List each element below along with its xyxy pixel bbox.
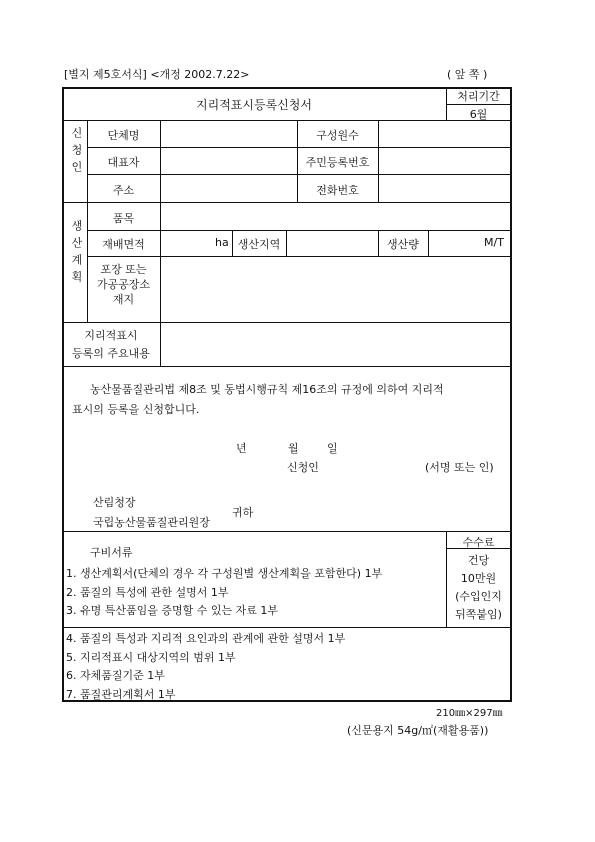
form-number: [별지 제5호서식] <개정 2002.7.22>	[64, 68, 250, 81]
facility-label-line: 포장 또는	[100, 263, 147, 276]
divider	[62, 322, 511, 323]
statement-line: 표시의 등록을 신청합니다.	[72, 403, 200, 416]
fee-line: 뒤쪽붙임)	[455, 608, 502, 621]
fee-label: 수수료	[462, 536, 495, 549]
page-side-label: ( 앞 쪽 )	[447, 68, 488, 81]
members-label: 구성원수	[316, 129, 359, 142]
divider	[87, 147, 511, 148]
address-field[interactable]	[162, 176, 295, 200]
divider	[428, 230, 429, 256]
production-amount-label: 생산량	[387, 238, 419, 251]
main-content-label-line: 지리적표시	[84, 329, 138, 342]
documents-heading: 구비서류	[90, 546, 133, 559]
document-item: 3. 유명 특산품임을 증명할 수 있는 자료 1부	[66, 604, 278, 617]
processing-period-label: 처리기간	[457, 90, 500, 103]
phone-field[interactable]	[380, 176, 508, 200]
facility-label	[87, 262, 160, 307]
fee-line: 건당	[467, 554, 490, 567]
group-name-field[interactable]	[162, 122, 295, 145]
representative-label: 대표자	[107, 156, 140, 169]
document-item: 6. 자체품질기준 1부	[66, 669, 165, 682]
divider	[286, 230, 287, 256]
representative-field[interactable]	[162, 149, 295, 172]
main-content-field[interactable]	[162, 324, 508, 364]
paper-size: 210㎜×297㎜	[436, 708, 503, 719]
production-region-label: 생산지역	[237, 238, 281, 251]
facility-label-line: 재지	[112, 293, 135, 306]
signer-label: 신청인	[287, 461, 319, 474]
divider	[62, 531, 511, 532]
table-border-left	[62, 87, 64, 701]
processing-period-value: 6월	[469, 108, 488, 121]
divider	[378, 120, 379, 202]
item-field[interactable]	[162, 204, 508, 228]
divider	[446, 104, 511, 105]
document-item: 1. 생산계획서(단체의 경우 각 구성원별 생산계획을 포함한다) 1부	[66, 567, 383, 580]
signature-note: (서명 또는 인)	[425, 461, 494, 474]
form-title: 지리적표시등록신청서	[196, 98, 312, 112]
divider	[87, 256, 511, 257]
divider	[62, 627, 511, 628]
addressee-line2: 국립농산물품질관리원장	[93, 516, 210, 529]
document-item: 7. 품질관리계획서 1부	[66, 688, 176, 701]
address-label: 주소	[112, 184, 135, 197]
fee-value	[446, 552, 511, 624]
statement-line: 농산물품질관리법 제8조 및 동법시행규칙 제16조의 규정에 의하여 지리적	[90, 383, 444, 396]
addressee-suffix: 귀하	[232, 506, 254, 519]
item-label: 품목	[112, 212, 135, 225]
resident-number-label: 주민등록번호	[305, 156, 370, 169]
production-section-label: 생산계획	[70, 220, 83, 288]
main-content-label-line: 등록의 주요내용	[72, 347, 150, 360]
group-name-label: 단체명	[107, 129, 140, 142]
resident-number-field[interactable]	[380, 149, 508, 172]
document-item: 4. 품질의 특성과 지리적 요인과의 관계에 관한 설명서 1부	[66, 632, 346, 645]
date-year: 년	[236, 442, 247, 455]
divider	[62, 202, 511, 203]
area-unit: ha	[215, 236, 229, 249]
applicant-section-label: 신청인	[70, 127, 83, 178]
divider	[160, 120, 161, 366]
divider	[62, 366, 511, 367]
facility-label-line: 가공공장소	[96, 278, 151, 291]
addressee-line1: 산림청장	[93, 496, 136, 509]
divider	[62, 120, 511, 121]
table-border-top	[62, 87, 512, 89]
document-item: 2. 품질의 특성에 관한 설명서 1부	[66, 586, 229, 599]
date-month: 월	[288, 442, 299, 455]
phone-label: 전화번호	[316, 184, 359, 197]
members-field[interactable]	[380, 122, 508, 145]
document-item: 5. 지리적표시 대상지역의 범위 1부	[66, 651, 236, 664]
date-day: 일	[327, 442, 338, 455]
fee-line: 10만원	[460, 572, 497, 585]
divider	[87, 230, 511, 231]
cultivation-area-label: 재배면적	[102, 238, 145, 251]
main-content-label	[62, 327, 160, 363]
paper-spec: (신문용지 54g/㎡(재활용품))	[347, 724, 489, 737]
amount-unit: M/T	[484, 236, 504, 249]
facility-field[interactable]	[162, 258, 508, 320]
production-region-field[interactable]	[288, 232, 376, 254]
divider	[87, 174, 511, 175]
fee-line: (수입인지	[455, 590, 502, 603]
